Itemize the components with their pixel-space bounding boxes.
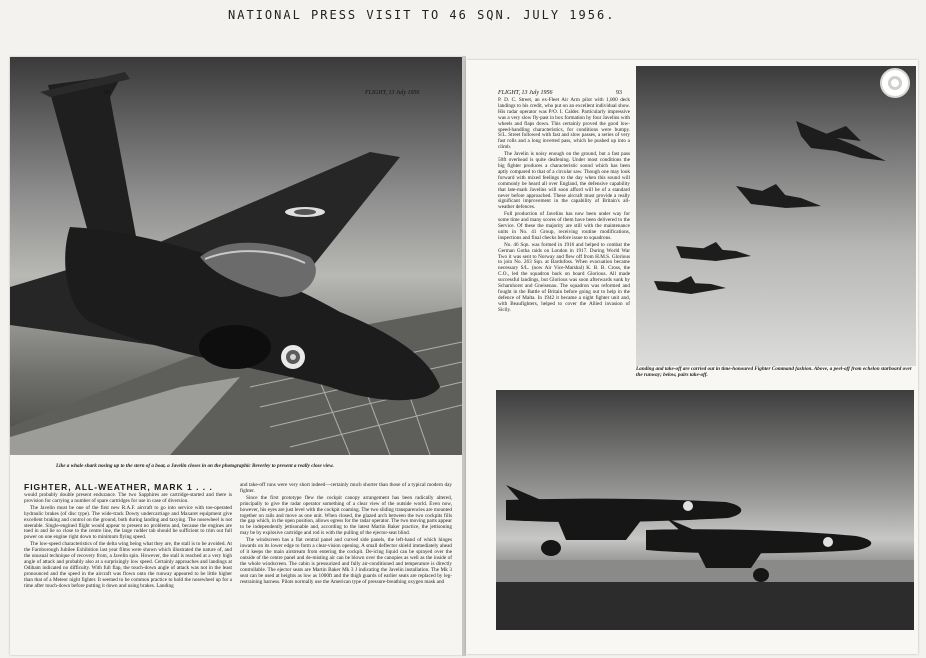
paragraph: No. 46 Sqn. was formed in 1916 and helped to combat the German Gotha raids on London in 1917. During World War Two it was sent to Norway and flew off from H.M.S. Glorious to join No. 263 Sqn. at Bardufoss. When evacuation became necessary S/L. (now Air Vice-Marshal) K. B. B. Cross, the C.O., led the squadron back on board Glorious. All made successful landings, but Glorious was soon afterwards sunk by Scharnhorst and Gneisenau. The squadron was reformed and fought in the Battle of Britain before going out to help in the defence of Malta. In 1942 it became a night fighter unit and, with Beaufighters, helped to cover the Allied invasion of Sicily. [498,241,630,313]
binder-hole [880,68,910,98]
paragraph: Full production of Javelins has now been under way for some time and many scores of them have been delivered to the Service. Of these the majority are still with the maintenance units in No. 41 Group, receiving routine modifications, inspections and final checks before issue to squadrons. [498,211,630,241]
left-magazine-page [10,57,462,655]
javelin-closeup-photo [10,57,462,455]
right-masthead: FLIGHT, 13 July 1956 [498,90,553,96]
paragraph: and take-off runs were very short indeed—certainly much shorter than those of a typical modern day fighter. [240,482,452,494]
paragraph: The windscreen has a flat central panel and curved side panels, the left-hand of which hinges inwards on its lower edge to form a clear-vision opening. A small deflector shield immediately ahead of it keeps the main airstream from entering the cockpit. De-icing liquid can be sprayed over the outside of the centre panel and de-misting air can be blown over the canopies as well as the inside of the whole windscreen. The cabin is pressurized and fully air-conditioned and temperature is directly controllable. The ejector seats are Martin Baker Mk 3 J indicating the Javelin installation. The Mk 3 seat can be used at heights as low as 1000ft and the thigh guards of earlier seats are replaced by leg-restraining harness. Pilots normally use the American type of pressure-breathing oxygen mask and [240,537,452,585]
paragraph: would probably double present endurance. The two Sapphires are cartridge-started and there is provision for carrying a number of spare cartridges for use in case of diversion. [24,492,232,504]
left-column-2 [240,483,452,586]
paragraph: P. D. C. Street, an ex-Fleet Air Arm pilot with 1,000 deck landings to his credit, who put on an excellent individual show. His radar operator was P/O. I. Calder. Particularly impressive was a very slow fly-past in box formation by four Javelins with wheels and flaps down. This certainly proved the good low-speed-handling characteristics, for conditions were bumpy. S/L. Street followed with fast and slow passes, a series of very fast rolls and a long inverted pass, which he pushed up into a climb. [498,97,630,151]
pairs-takeoff-photo [496,390,914,630]
handwritten-title: NATIONAL PRESS VISIT TO 46 SQN. JULY 1956. [228,8,616,22]
paragraph: Since the first prototype flew the cockpit canopy arrangement has been radically altered, principally to give the radar operator something of a clear view of the outside world. Even now, however, his eyes are just level with the cockpit coaming. The two sliding transparencies are mounted together on rails and move as one unit. When closed, the glazed arch between the two cockpits fills the gap which, in the open position, allows egress for the radar operator. The two moving parts appear to be independently jettisonable and, according to the latest Martin Baker practice, the jettisoning may be by explosive cartridge and rod is with the pulling of the ejector-seat blind. [240,494,452,537]
left-masthead: FLIGHT, 13 July 1956 [365,90,420,96]
right-caption: Landing and take-off are carried out in time-honoured Fighter Command fashion. Above, a peel-off from echelon starboard over the runway; below, pairs take-off. [636,366,912,379]
right-column [498,98,630,315]
article-headline: FIGHTER, ALL-WEATHER, MARK 1 . . . [24,482,213,492]
paragraph: The low-speed characteristics of the delta wing being what they are, the stall is to be avoided. At the Farnborough Jubilee Exhibition last year films were shown which illustrated the nature of, and the unusual technique of recovery from, a Javelin spin. However, the stall is reached at a very high angle of attack and probably also at a surprisingly low speed. Certainly approaches and landings at Odiham indicated no difficulty. With full flap, the touch-down angle of attack was not in the least pronounced and the speed in the aircraft was flown onto the runway appeared to be little higher than that of a Meteor night fighter. It seemed to be common practice to hold the nosewheel up for a time after touch-down before putting it down and using brakes. Landing [24,541,232,589]
left-page-number: 90 [104,90,110,96]
paragraph: The Javelin must be one of the first new R.A.F. aircraft to go into service with toe-operated hydraulic brakes (of disc type). The wide-track Dowty undercarriage and Maxaret equipment give excellent braking and control on the ground, both during landing and taxying. The nosewheel is not steerable. Single-engined flight would appear to present no problems and, because the engines are toed in and lie so close to the centre line, the large rudder tab should be sufficient to trim out full power on one engine right down to minimum flying speed. [24,504,232,541]
right-page-number: 93 [616,90,622,96]
right-magazine-page [466,60,918,654]
paragraph: The Javelin is noisy enough on the ground, but a fast pass 50ft overhead is quite deafening. Under most conditions the big fighter produces a characteristic sound which has been aptly compared to that of a circular saw. Though one may look forward with mixed feelings to the day when this sound will commonly be heard all over England, the defensive capability that late-mark Javelins will soon afford will be of a standard never before approached. These aircraft must provide a really significant improvement in the capability of Britain's all-weather defences. [498,151,630,211]
formation-peel-off-photo [636,66,916,366]
left-column-1 [24,493,232,591]
left-caption: Like a whale shark nosing up to the stern of a boat, a Javelin closes in on the photographic Beverley to present a really close view. [56,463,334,469]
